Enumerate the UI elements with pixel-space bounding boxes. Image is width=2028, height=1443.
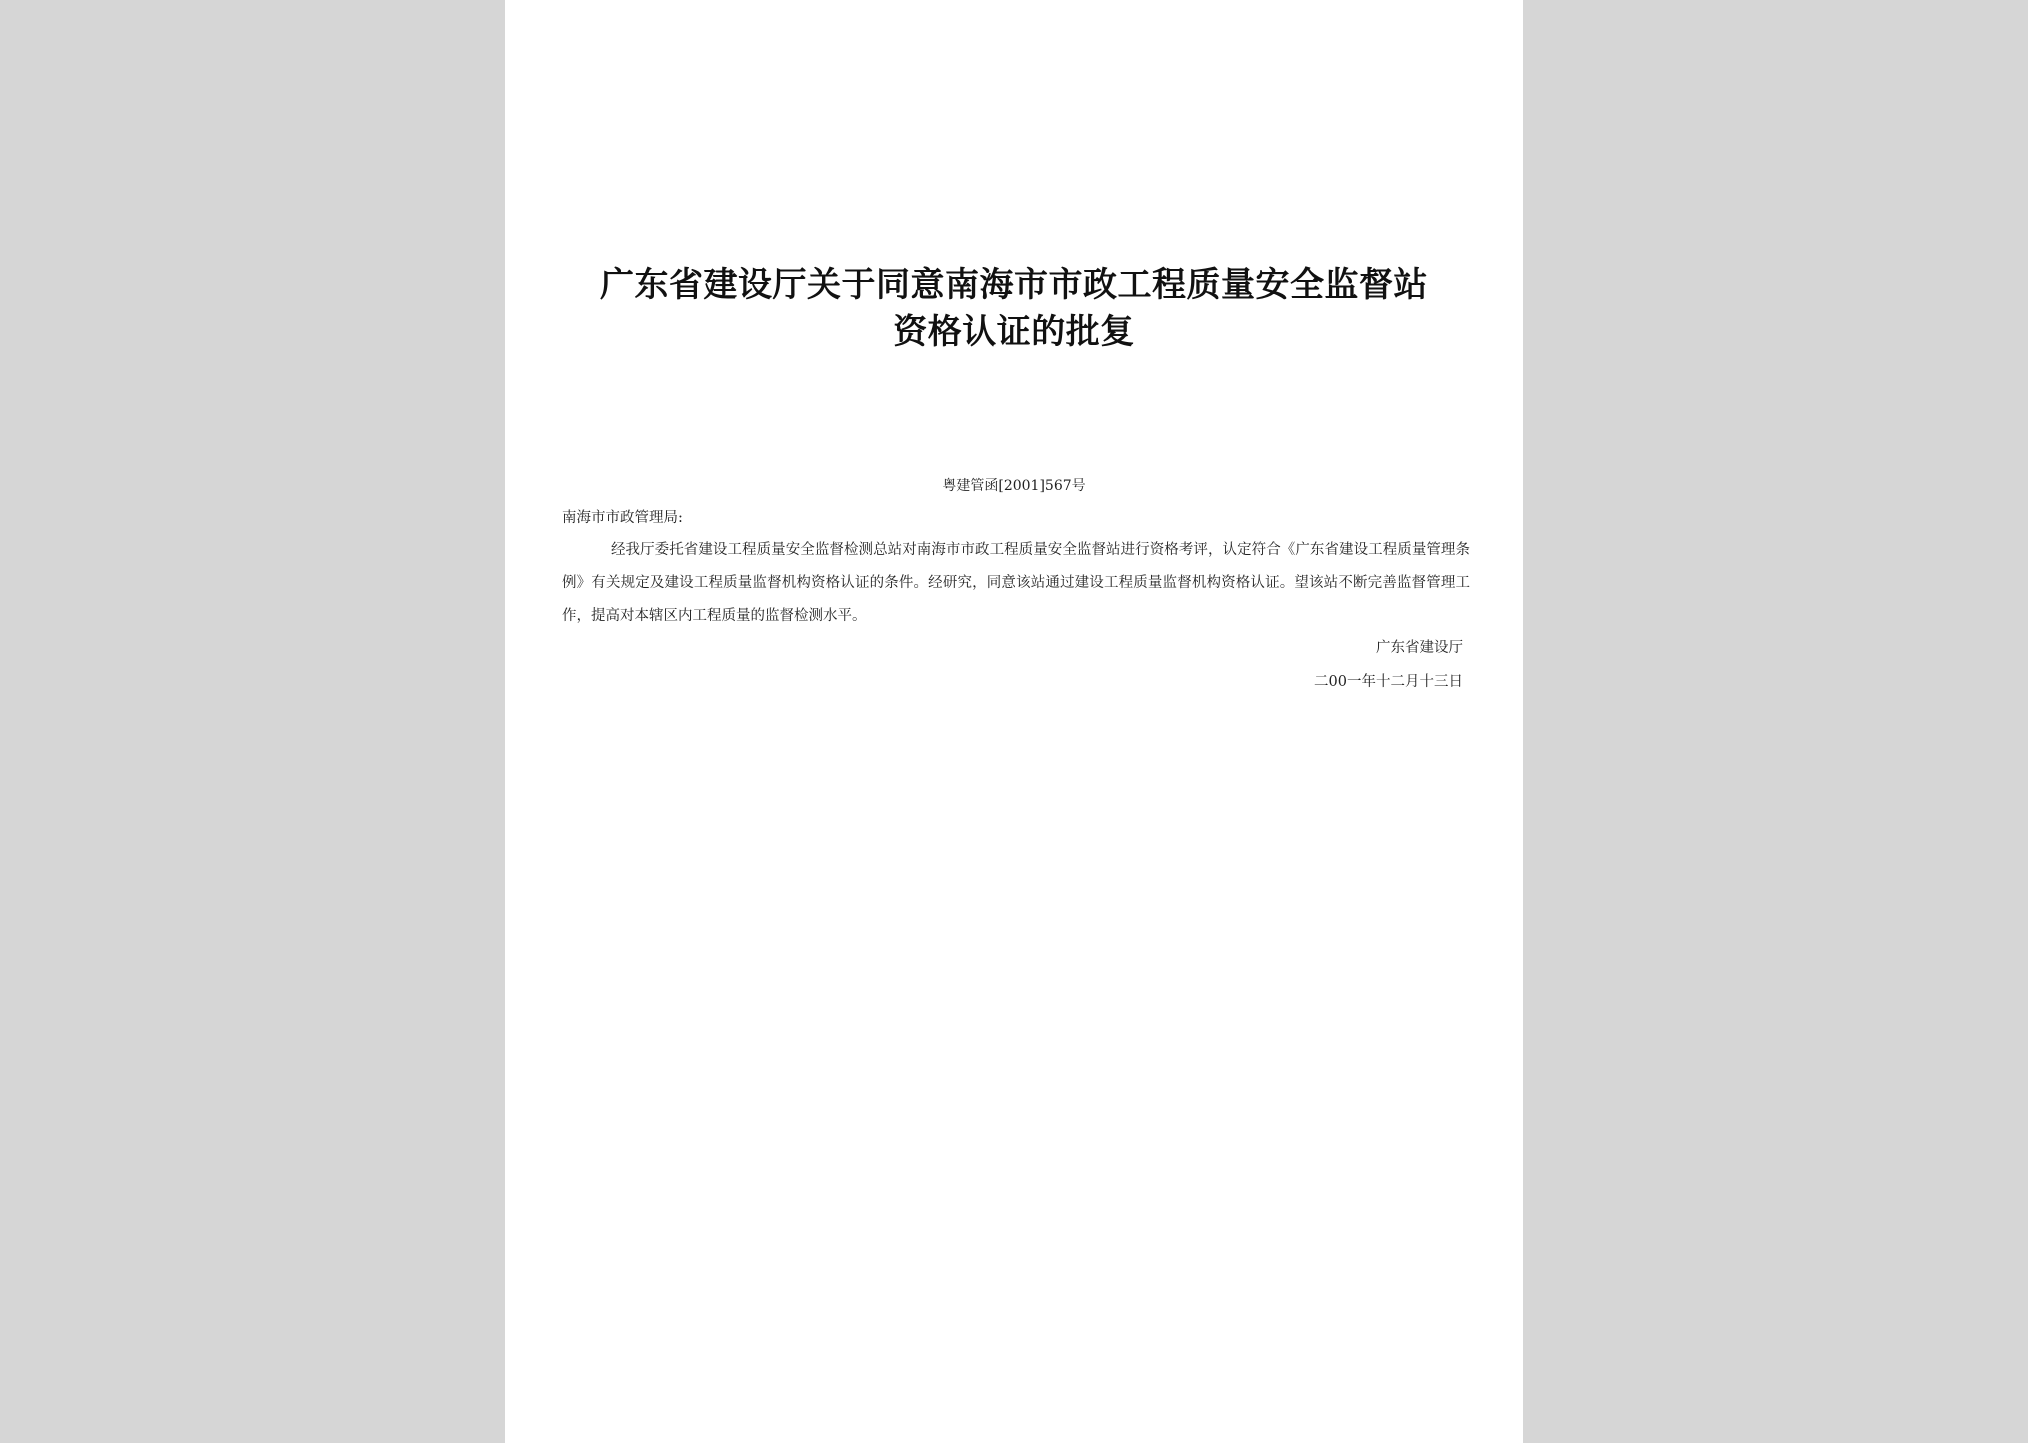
- document-title: [565, 262, 1463, 356]
- document-page: [505, 0, 1523, 1443]
- title-line-2: 资格认证的批复: [893, 312, 1135, 352]
- body-paragraph: 经我厅委托省建设工程质量安全监督检测总站对南海市市政工程质量安全监督站进行资格考评，认定符合《广东省建设工程质量管理条例》有关规定及建设工程质量监督机构资格认证的条件。经研究，同意该站通过建设工程质量监督机构资格认证。望该站不断完善监督管理工作，提高对本辖区内工程质量的监督检测水平。: [562, 542, 1470, 624]
- issue-date: 二00一年十二月十三日: [1314, 674, 1463, 690]
- signatory: 广东省建设厅: [1376, 640, 1463, 656]
- document-number: 粤建管函[2001]567号: [942, 478, 1086, 494]
- salutation: 南海市市政管理局:: [562, 510, 683, 526]
- title-line-1: 广东省建设厅关于同意南海市市政工程质量安全监督站: [600, 265, 1428, 305]
